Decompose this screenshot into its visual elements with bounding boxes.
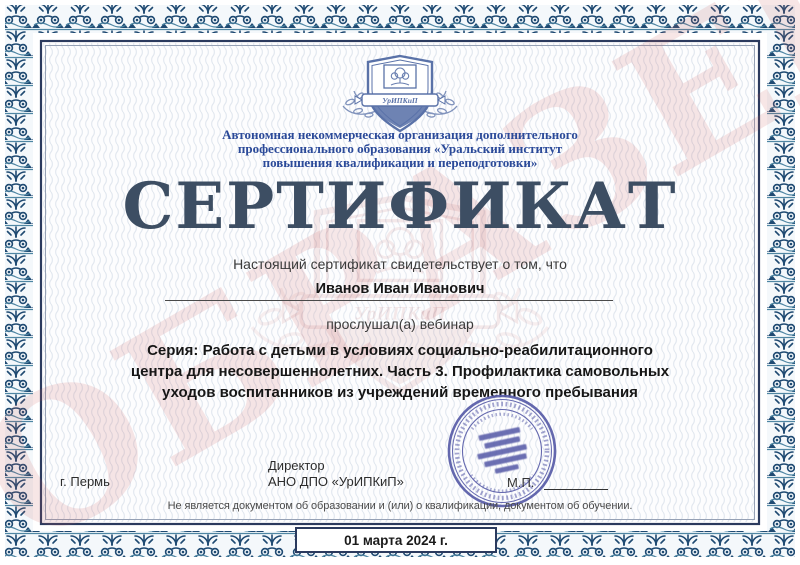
official-stamp-seal <box>446 393 558 509</box>
city-label: г. Пермь <box>60 474 110 489</box>
name-underline <box>165 300 613 301</box>
course-title-line: Серия: Работа с детьми в условиях социально-реабилитационного <box>147 342 653 359</box>
certificate-title: СЕРТИФИКАТ <box>122 169 678 244</box>
action-text: прослушал(а) вебинар <box>326 316 474 332</box>
signatory-role: Директор <box>268 458 325 473</box>
intro-text: Настоящий сертификат свидетельствует о том, что <box>233 256 567 272</box>
recipient-name: Иванов Иван Иванович <box>315 281 485 297</box>
organization-name-line: профессионального образования «Уральский институт <box>237 141 563 156</box>
organization-logo <box>338 54 462 134</box>
disclaimer-text: Не является документом об образовании и (или) о квалификации, документом об обучении. <box>167 500 633 512</box>
course-title-line: уходов воспитанников из учреждений временного пребывания <box>162 384 638 401</box>
signatory-organization: АНО ДПО «УрИПКиП» <box>268 474 404 489</box>
issue-date: 01 марта 2024 г. <box>344 532 448 548</box>
stamp-center-text <box>473 426 530 476</box>
seal-mark-label: М.П. <box>507 475 535 490</box>
course-title <box>0 340 800 403</box>
organization-name-line: Автономная некоммерческая организация дополнительного <box>222 127 578 142</box>
course-title-line: центра для несовершеннолетних. Часть 3. Профилактика самовольных <box>130 363 670 380</box>
issue-date-box <box>295 527 497 553</box>
signature-line <box>544 489 608 490</box>
organization-name-line: повышения квалификации и переподготовки» <box>262 155 538 170</box>
organization-name <box>0 128 800 170</box>
